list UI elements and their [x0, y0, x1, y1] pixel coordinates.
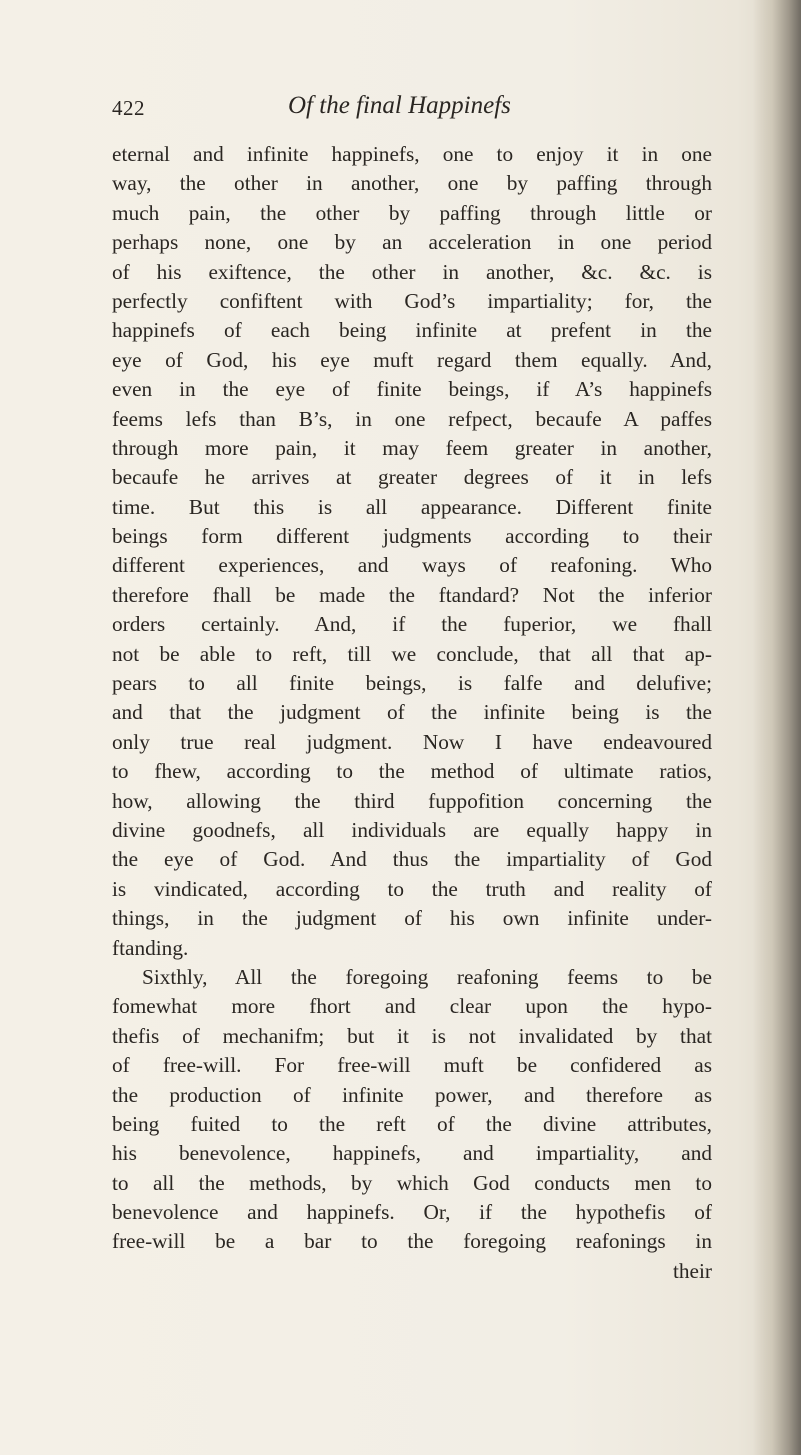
text-line: beings form different judgments according to their: [112, 524, 712, 549]
text-line: even in the eye of finite beings, if A’s happinefs: [112, 377, 712, 402]
text-line: time. But this is all appearance. Different finite: [112, 494, 712, 519]
text-line: divine goodnefs, all individuals are equally happy in: [112, 817, 712, 842]
running-head: [112, 92, 712, 132]
page-gutter-shadow: [753, 0, 801, 1455]
text-line: eternal and infinite happinefs, one to enjoy it in one: [112, 142, 712, 166]
text-line: orders certainly. And, if the fuperior, we fhall: [112, 612, 712, 637]
text-line: through more pain, it may feem greater in another,: [112, 435, 712, 460]
text-line: pears to all finite beings, is falfe and delufive;: [112, 671, 712, 696]
running-title: Of the final Happinefs: [288, 92, 511, 119]
text-line: happinefs of each being infinite at prefent in the: [112, 318, 712, 343]
text-line: becaufe he arrives at greater degrees of it in lefs: [112, 465, 712, 490]
text-line: way, the other in another, one by paffing through: [112, 171, 712, 196]
text-line: Sixthly, All the foregoing reafoning feems to be: [142, 964, 712, 989]
body-text: [112, 140, 712, 1286]
text-line: different experiences, and ways of reafoning. Who: [112, 553, 712, 578]
text-line: to fhew, according to the method of ultimate ratios,: [112, 759, 712, 784]
text-line: fomewhat more fhort and clear upon the hypo-: [112, 994, 712, 1019]
text-line: feems lefs than B’s, in one refpect, becaufe A paffes: [112, 406, 712, 431]
text-line: the production of infinite power, and therefore as: [112, 1082, 712, 1107]
text-line: not be able to reft, till we conclude, that all that ap-: [112, 641, 712, 666]
text-line: perfectly confiftent with God’s impartiality; for, the: [112, 288, 712, 313]
text-line: how, allowing the third fuppofition concerning the: [112, 788, 712, 813]
catchword: their: [672, 1258, 712, 1283]
text-line: only true real judgment. Now I have endeavoured: [112, 729, 712, 754]
text-line: things, in the judgment of his own infinite under-: [112, 906, 712, 931]
text-line: his benevolence, happinefs, and impartiality, and: [112, 1141, 712, 1166]
text-line: to all the methods, by which God conducts men to: [112, 1170, 712, 1195]
text-line: free-will be a bar to the foregoing reafonings in: [112, 1229, 712, 1254]
text-line: and that the judgment of the infinite being is the: [112, 700, 712, 725]
text-line: perhaps none, one by an acceleration in one period: [112, 230, 712, 255]
text-line: much pain, the other by paffing through little or: [112, 200, 712, 225]
text-line: eye of God, his eye muft regard them equally. And,: [112, 347, 712, 372]
text-line: therefore fhall be made the ftandard? Not the inferior: [112, 582, 712, 607]
text-line: ftanding.: [112, 935, 189, 960]
text-line: being fuited to the reft of the divine attributes,: [112, 1111, 712, 1136]
text-line: is vindicated, according to the truth and reality of: [112, 876, 712, 901]
text-line: of free-will. For free-will muft be confidered as: [112, 1053, 712, 1078]
text-line: benevolence and happinefs. Or, if the hypothefis of: [112, 1200, 712, 1225]
page-number: 422: [112, 96, 145, 120]
text-line: of his exiftence, the other in another, &c. &c. is: [112, 259, 712, 284]
text-line: thefis of mechanifm; but it is not invalidated by that: [112, 1023, 712, 1048]
text-line: the eye of God. And thus the impartiality of God: [112, 847, 712, 872]
